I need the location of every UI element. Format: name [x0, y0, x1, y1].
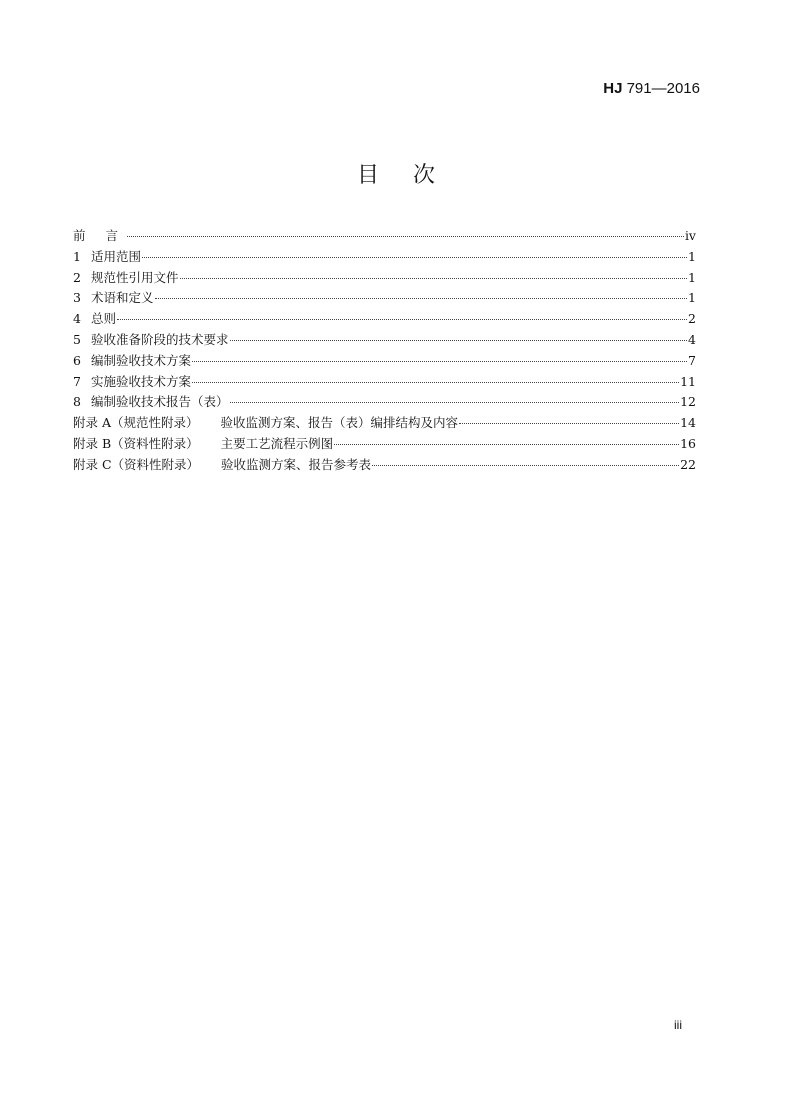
toc-entry-page: 1	[688, 290, 696, 306]
toc-leader-dots	[155, 298, 688, 299]
toc-entry-number: 4	[73, 311, 81, 327]
toc-entry-label: 验收监测方案、报告（表）编排结构及内容	[220, 415, 459, 431]
toc-entry-label: 验收监测方案、报告参考表	[221, 456, 372, 472]
toc-entry-page: 1	[688, 248, 696, 264]
toc-entry-4[interactable]	[73, 309, 696, 330]
toc-leader-dots	[192, 361, 687, 362]
toc-leader-dots	[117, 319, 687, 320]
toc-entry-page: 16	[680, 435, 696, 451]
toc-leader-dots	[230, 402, 680, 403]
toc-leader-dots	[459, 423, 679, 424]
toc-entry-label: 总则	[91, 311, 117, 327]
toc-entry-number: 6	[73, 352, 81, 368]
toc-leader-dots	[372, 465, 679, 466]
document-code	[603, 80, 700, 97]
toc-appendix-prefix: 附录 C（资料性附录）	[73, 456, 200, 472]
toc-entry-label: 编制验收技术方案	[91, 352, 192, 368]
toc-entry-appendix-a[interactable]	[73, 413, 696, 434]
toc-entry-label: 主要工艺流程示例图	[220, 435, 334, 451]
toc-entry-page: 1	[688, 269, 696, 285]
toc-entry-appendix-c[interactable]	[73, 455, 696, 476]
toc-entry-label: 适用范围	[91, 248, 142, 264]
toc-entry-number: 2	[73, 269, 81, 285]
toc-entry-number: 8	[73, 394, 81, 410]
table-of-contents	[73, 226, 696, 476]
toc-entry-page: 14	[680, 415, 696, 431]
toc-entry-page: 2	[688, 311, 696, 327]
toc-entry-1[interactable]	[73, 247, 696, 268]
toc-entry-6[interactable]	[73, 351, 696, 372]
toc-entry-page: 11	[680, 373, 696, 389]
toc-entry-page: 22	[680, 456, 696, 472]
toc-leader-dots	[180, 278, 688, 279]
toc-appendix-prefix: 附录 A（规范性附录）	[73, 415, 199, 431]
toc-entry-label: 编制验收技术报告（表）	[91, 394, 229, 410]
toc-leader-dots	[230, 340, 688, 341]
toc-entry-label: 前 言	[73, 228, 126, 243]
toc-entry-foreword[interactable]	[73, 226, 696, 247]
page-number: iii	[674, 1018, 682, 1032]
toc-entry-7[interactable]	[73, 372, 696, 393]
toc-entry-label: 实施验收技术方案	[91, 373, 192, 389]
toc-title: 目次	[356, 163, 469, 188]
toc-appendix-prefix: 附录 B（资料性附录）	[73, 435, 199, 451]
toc-leader-dots	[142, 257, 687, 258]
toc-leader-dots	[334, 444, 679, 445]
toc-entry-page: 4	[688, 331, 696, 347]
toc-entry-number: 3	[73, 290, 81, 306]
toc-entry-3[interactable]	[73, 288, 696, 309]
document-code-number: 791—2016	[622, 80, 700, 97]
toc-entry-2[interactable]	[73, 268, 696, 289]
toc-leader-dots	[127, 236, 684, 237]
toc-entry-8[interactable]	[73, 392, 696, 413]
toc-entry-label: 术语和定义	[91, 290, 154, 306]
toc-leader-dots	[192, 382, 679, 383]
toc-entry-page: iv	[684, 228, 696, 243]
toc-entry-label: 验收准备阶段的技术要求	[91, 331, 229, 347]
toc-entry-number: 7	[73, 373, 81, 389]
toc-entry-page: 7	[688, 352, 696, 368]
document-code-prefix: HJ	[603, 80, 623, 97]
toc-entry-5[interactable]	[73, 330, 696, 351]
toc-entry-appendix-b[interactable]	[73, 434, 696, 455]
toc-entry-label: 规范性引用文件	[91, 269, 179, 285]
toc-entry-page: 12	[680, 394, 696, 410]
toc-entry-number: 5	[73, 331, 81, 347]
toc-entry-number: 1	[73, 248, 81, 264]
